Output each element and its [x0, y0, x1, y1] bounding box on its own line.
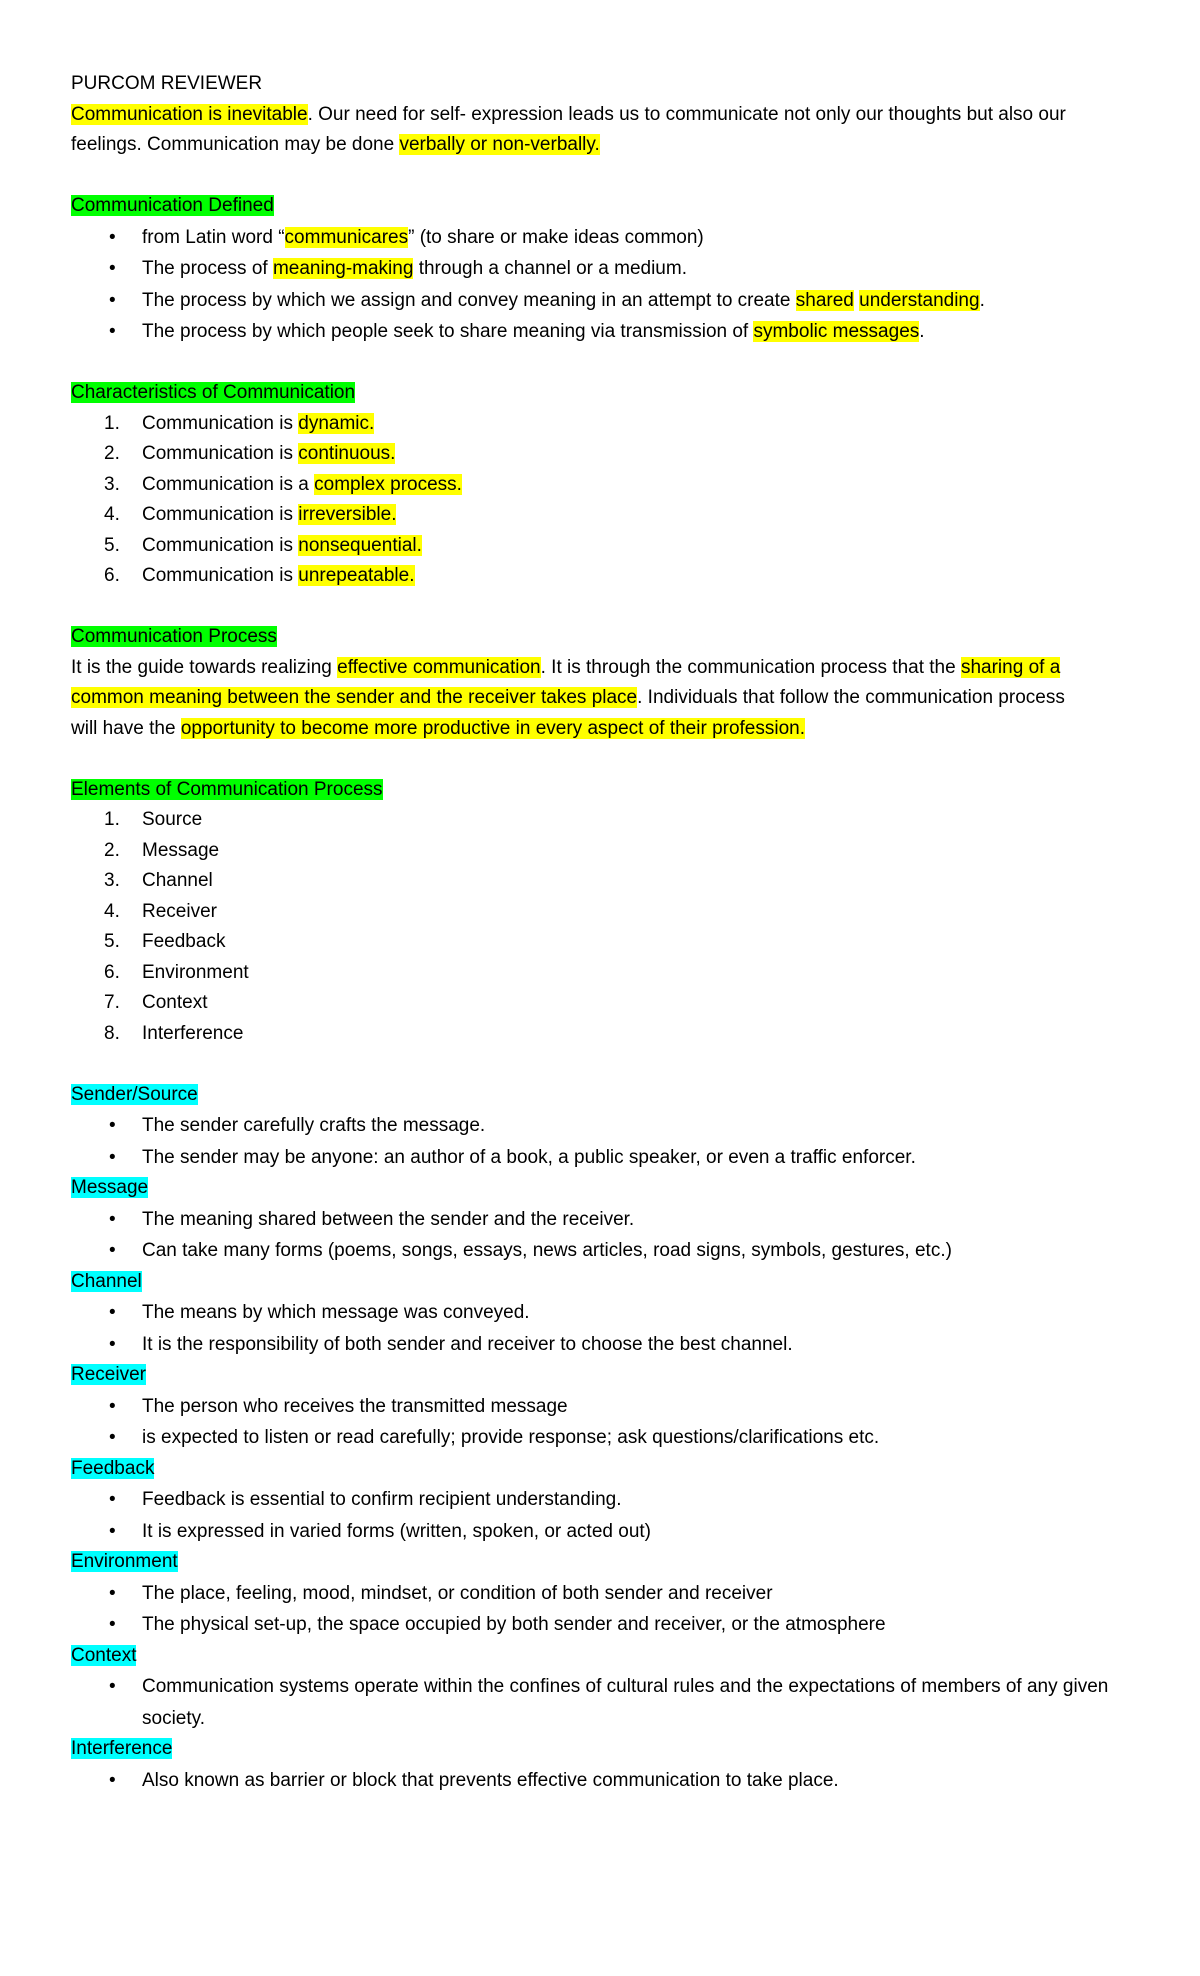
- document-body: [71, 69, 1133, 1796]
- list-item: • The place, feeling, mood, mindset, or condition of both sender and receiver: [71, 1578, 1133, 1610]
- section-heading-environment: Environment: [71, 1551, 178, 1572]
- list-item: • is expected to listen or read carefully; provide response; ask questions/clarifications etc.: [71, 1422, 1133, 1454]
- list-item: 1. Communication is dynamic.: [104, 412, 375, 434]
- intro-paragraph-cont: feelings. Communication may be done verbally or non-verbally.: [71, 134, 600, 155]
- list-item: 5. Communication is nonsequential.: [104, 534, 422, 556]
- section-heading-message: Message: [71, 1177, 149, 1198]
- list-item: 6. Environment: [104, 961, 249, 983]
- feedback-list: [71, 1484, 1133, 1547]
- section-heading-elements: Elements of Communication Process: [71, 778, 383, 800]
- section-heading-process: Communication Process: [71, 626, 277, 647]
- list-item: • The process by which we assign and convey meaning in an attempt to create shared understanding.: [71, 285, 1133, 317]
- list-item: 2. Communication is continuous.: [104, 443, 396, 464]
- list-item: • The sender carefully crafts the message.: [71, 1110, 1133, 1142]
- section-heading-interference: Interference: [71, 1738, 173, 1759]
- section-heading-feedback: Feedback: [71, 1457, 155, 1479]
- highlight: verbally or non-verbally.: [399, 134, 600, 155]
- channel-list: [71, 1297, 1133, 1360]
- list-item: 8. Interference: [104, 1022, 244, 1044]
- list-item: 3. Channel: [104, 870, 213, 891]
- section-heading-defined: Communication Defined: [71, 195, 274, 216]
- list-item: • Also known as barrier or block that prevents effective communication to take place.: [71, 1765, 1133, 1797]
- characteristics-list: [71, 409, 1133, 592]
- list-item: • The sender may be anyone: an author of a book, a public speaker, or even a traffic enforcer.: [71, 1142, 1133, 1174]
- list-item: • Feedback is essential to confirm recipient understanding.: [71, 1484, 1133, 1516]
- section-heading-characteristics: Characteristics of Communication: [71, 382, 356, 403]
- section-heading-receiver: Receiver: [71, 1364, 146, 1385]
- list-item: 5. Feedback: [104, 931, 226, 952]
- context-list: [71, 1671, 1133, 1734]
- list-item: • The means by which message was conveyed.: [71, 1297, 1133, 1329]
- intro-paragraph: Communication is inevitable. Our need for self- expression leads us to communicate not only our thoughts but also our: [71, 103, 1066, 125]
- process-paragraph-cont: will have the opportunity to become more productive in every aspect of their profession.: [71, 717, 806, 739]
- document-title: PURCOM REVIEWER: [71, 73, 263, 94]
- list-item: 7. Context: [104, 992, 208, 1013]
- sender-list: [71, 1110, 1133, 1173]
- receiver-list: [71, 1391, 1133, 1454]
- environment-list: [71, 1578, 1133, 1641]
- defined-list: [71, 222, 1133, 348]
- list-item: • Can take many forms (poems, songs, essays, news articles, road signs, symbols, gestures, etc.): [71, 1235, 1133, 1267]
- section-heading-sender: Sender/Source: [71, 1083, 198, 1105]
- section-heading-channel: Channel: [71, 1270, 142, 1292]
- list-item: 2. Message: [104, 839, 220, 861]
- list-item: • from Latin word “communicares” (to share or make ideas common): [71, 222, 1133, 254]
- list-item: • It is the responsibility of both sender and receiver to choose the best channel.: [71, 1329, 1133, 1361]
- list-item: 3. Communication is a complex process.: [104, 473, 462, 495]
- list-item: 6. Communication is unrepeatable.: [104, 565, 415, 586]
- list-item: 4. Receiver: [104, 900, 217, 922]
- list-item: • The person who receives the transmitted message: [71, 1391, 1133, 1423]
- list-item: • Communication systems operate within the confines of cultural rules and the expectations of members of any given society.: [71, 1671, 1133, 1734]
- process-paragraph: It is the guide towards realizing effective communication. It is through the communication process that the sharing of a: [71, 656, 1061, 678]
- highlight: Communication is inevitable: [71, 103, 308, 125]
- process-paragraph-cont: common meaning between the sender and the receiver takes place. Individuals that follow the communication process: [71, 687, 1065, 708]
- interference-list: [71, 1765, 1133, 1797]
- elements-list: [71, 805, 1133, 1049]
- list-item: • It is expressed in varied forms (written, spoken, or acted out): [71, 1516, 1133, 1548]
- list-item: • The meaning shared between the sender and the receiver.: [71, 1204, 1133, 1236]
- list-item: • The physical set-up, the space occupied by both sender and receiver, or the atmosphere: [71, 1609, 1133, 1641]
- list-item: • The process of meaning-making through a channel or a medium.: [71, 253, 1133, 285]
- message-list: [71, 1204, 1133, 1267]
- list-item: 4. Communication is irreversible.: [104, 504, 397, 525]
- list-item: • The process by which people seek to share meaning via transmission of symbolic messages.: [71, 316, 1133, 348]
- section-heading-context: Context: [71, 1644, 137, 1666]
- list-item: 1. Source: [104, 809, 203, 830]
